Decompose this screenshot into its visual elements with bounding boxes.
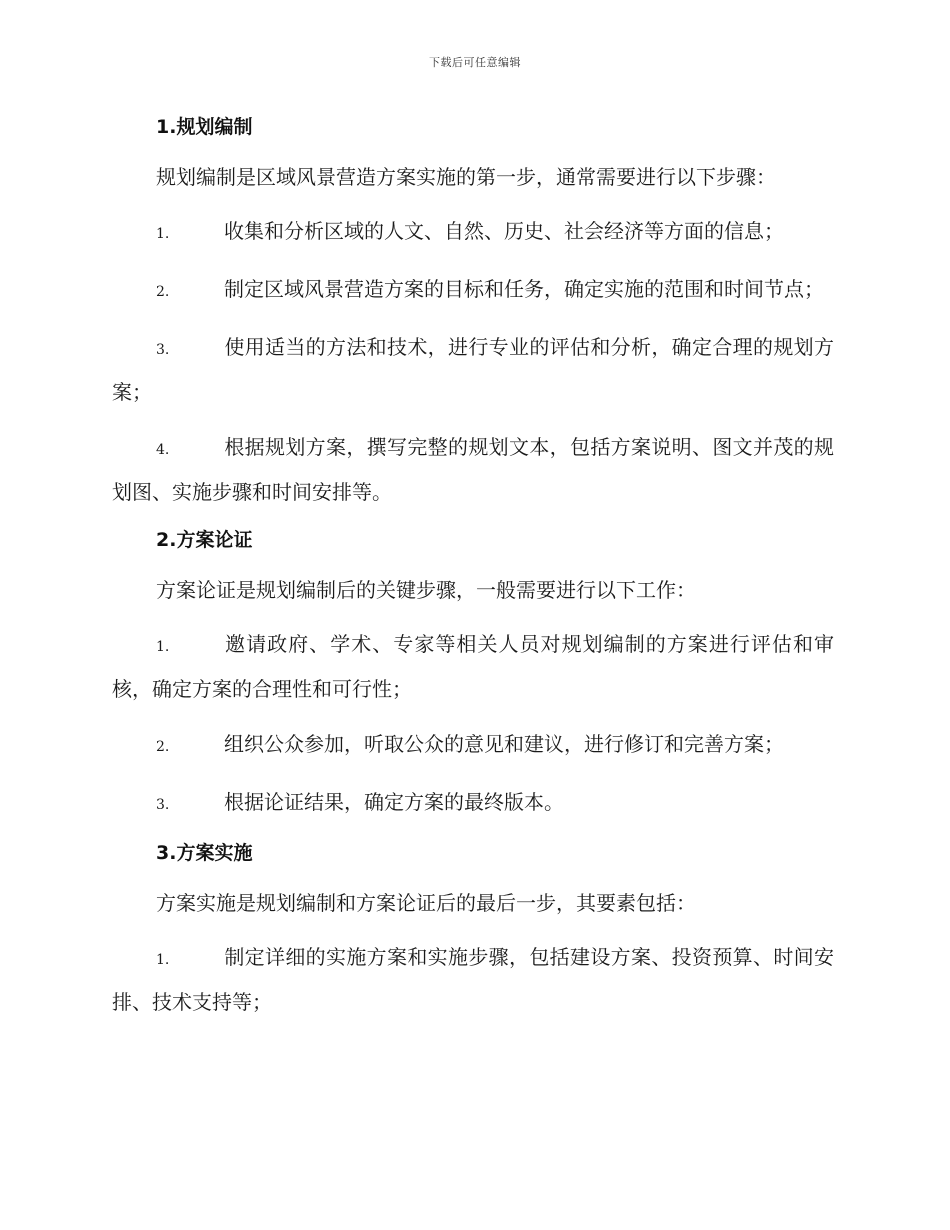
- section-intro: 方案实施是规划编制和方案论证后的最后一步，其要素包括：: [156, 891, 696, 915]
- list-item: [112, 268, 834, 313]
- list-item-number: 1.: [156, 639, 170, 655]
- list-item: [112, 623, 834, 710]
- section-heading-review: 2.方案论证: [156, 529, 253, 551]
- list-item-text: 使用适当的方法和技术，进行专业的评估和分析，确定合理的规划方案；: [112, 335, 834, 404]
- list-item-number: 2.: [156, 739, 170, 755]
- list-item: [112, 936, 834, 1023]
- list-item: [112, 723, 834, 768]
- list-item: [112, 326, 834, 413]
- list-item-text: 制定详细的实施方案和实施步骤，包括建设方案、投资预算、时间安排、技术支持等；: [112, 945, 834, 1014]
- list-item-number: 4.: [156, 442, 170, 458]
- list-item: [112, 210, 834, 255]
- list-item-text: 组织公众参加，听取公众的意见和建议，进行修订和完善方案；: [224, 732, 784, 756]
- section-heading-implementation: 3.方案实施: [156, 842, 253, 864]
- list-item-number: 3.: [156, 797, 170, 813]
- list-item: [112, 426, 834, 513]
- list-item-text: 根据规划方案，撰写完整的规划文本，包括方案说明、图文并茂的规划图、实施步骤和时间安排等。: [112, 435, 834, 504]
- section-intro: 规划编制是区域风景营造方案实施的第一步，通常需要进行以下步骤：: [156, 165, 776, 189]
- list-item-text: 邀请政府、学术、专家等相关人员对规划编制的方案进行评估和审核，确定方案的合理性和可行性；: [112, 632, 834, 701]
- section-heading-planning: 1.规划编制: [156, 116, 253, 138]
- list-item-number: 1.: [156, 952, 170, 968]
- section-intro: 方案论证是规划编制后的关键步骤，一般需要进行以下工作：: [156, 578, 696, 602]
- list-item-number: 1.: [156, 226, 170, 242]
- list-item-number: 2.: [156, 284, 170, 300]
- page-header: 下载后可任意编辑: [429, 56, 521, 69]
- list-item-number: 3.: [156, 342, 170, 358]
- list-item-text: 收集和分析区域的人文、自然、历史、社会经济等方面的信息；: [224, 219, 784, 243]
- document-body: [112, 100, 834, 1036]
- list-item-text: 制定区域风景营造方案的目标和任务，确定实施的范围和时间节点；: [224, 277, 824, 301]
- list-item: [112, 781, 834, 826]
- list-item-text: 根据论证结果，确定方案的最终版本。: [224, 790, 564, 814]
